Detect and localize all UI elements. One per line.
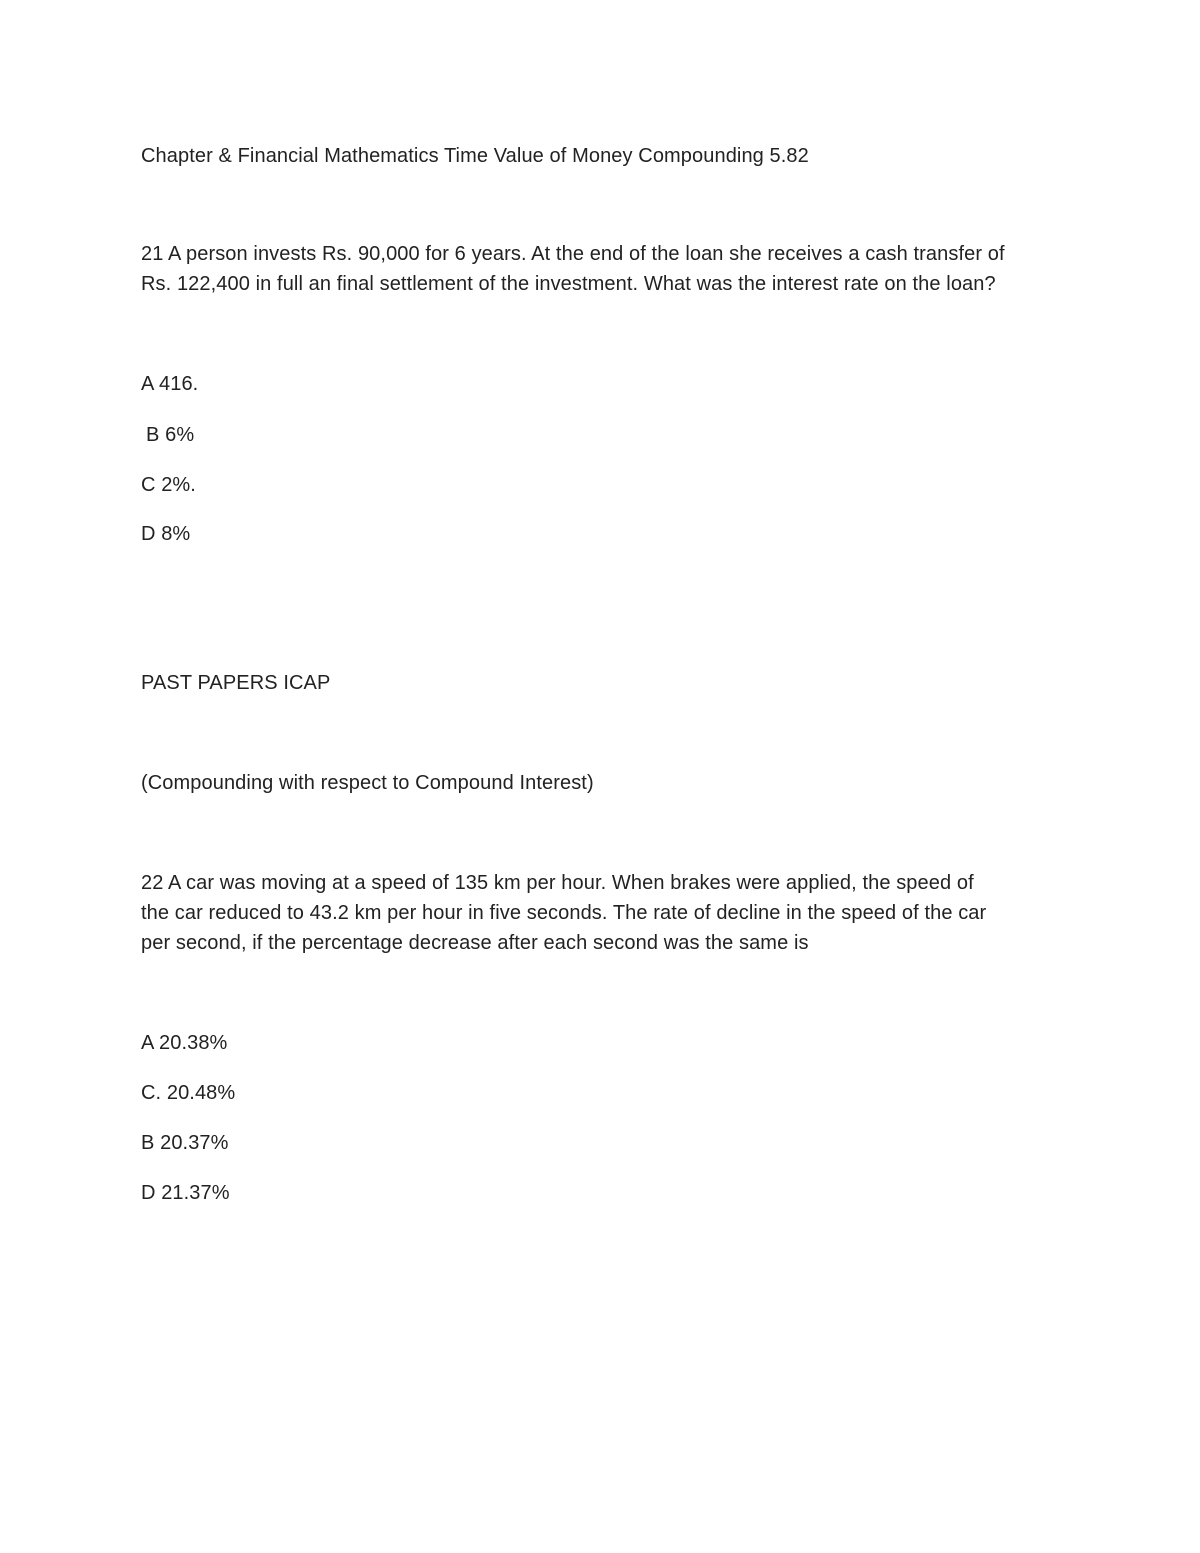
section-heading: PAST PAPERS ICAP [141,672,331,694]
question-22-line: the car reduced to 43.2 km per hour in five seconds. The rate of decline in the speed of the car [141,902,987,924]
question-21-option-c: C 2%. [141,474,196,496]
question-22-option-b: B 20.37% [141,1132,229,1154]
question-21-option-b: B 6% [146,424,195,446]
question-22-option-c: C. 20.48% [141,1082,236,1104]
question-22-option-d: D 21.37% [141,1182,230,1204]
question-21-line: 21 A person invests Rs. 90,000 for 6 years. At the end of the loan she receives a cash transfer of [141,243,1005,265]
question-22-text [141,868,1071,958]
question-21-text [141,239,1071,299]
question-21-option-d: D 8% [141,523,191,545]
question-22-line: 22 A car was moving at a speed of 135 km per hour. When brakes were applied, the speed of [141,872,974,894]
question-21-option-a: A 416. [141,373,199,395]
chapter-heading: Chapter & Financial Mathematics Time Value of Money Compounding 5.82 [141,145,809,167]
question-22-option-a: A 20.38% [141,1032,228,1054]
question-22-line: per second, if the percentage decrease after each second was the same is [141,932,809,954]
question-21-line: Rs. 122,400 in full an final settlement of the investment. What was the interest rate on the loan? [141,273,996,295]
section-subheading: (Compounding with respect to Compound Interest) [141,772,594,794]
